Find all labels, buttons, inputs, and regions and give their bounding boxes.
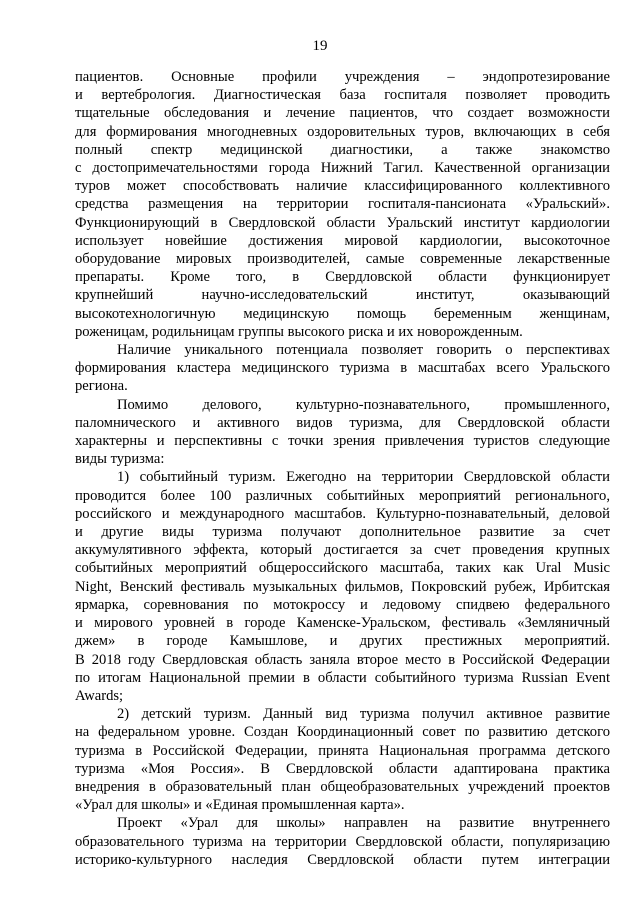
text-line: тщательные обследования и лечение пациентов, что создает возможности: [75, 105, 610, 122]
text-line: и мирового уровней в городе Каменске-Уральском, фестиваль «Земляничный: [75, 615, 610, 632]
text-line: 1) событийный туризм. Ежегодно на территории Свердловской области: [117, 469, 610, 486]
text-line: крупнейший научно-исследовательский институт, оказывающий: [75, 287, 610, 304]
text-line: Функционирующий в Свердловской области Уральский институт кардиологии: [75, 214, 610, 231]
text-line: Проект «Урал для школы» направлен на развитие внутреннего: [117, 815, 610, 832]
text-line: формирования кластера медицинского туризма в масштабах всего Уральского: [75, 360, 610, 377]
text-line: образовательного туризма на территории Свердловской области, популяризацию: [75, 833, 610, 850]
text-line: виды туризма:: [75, 451, 165, 468]
text-line: ярмарка, соревнования по мотокроссу и ледовому спидвею федерального: [75, 596, 610, 613]
page-number: 19: [312, 38, 328, 54]
paragraph-1: [75, 68, 610, 341]
paragraph-2: [75, 341, 610, 396]
text-line: и вертебрология. Диагностическая база госпиталя позволяет проводить: [75, 87, 610, 104]
text-line: 2) детский туризм. Данный вид туризма получил активное развитие: [117, 706, 610, 723]
text-line: средства размещения на территории госпиталя-пансионата «Уральский».: [75, 196, 610, 213]
body-text: [75, 68, 610, 869]
text-line: и другие виды туризма получают дополнительное развитие за счет: [75, 524, 610, 541]
text-line: характерны и перспективны с точки зрения привлечения туристов следующие: [75, 433, 610, 450]
paragraph-6: [75, 814, 610, 869]
text-line: пациентов. Основные профили учреждения – эндопротезирование: [75, 69, 610, 85]
text-line: туров может способствовать наличие классифицированного коллективного: [75, 178, 610, 195]
text-line: по итогам Национальной премии в области событийного туризма Russian Event: [75, 669, 610, 686]
text-line: для формирования многодневных оздоровительных туров, включающих в себя: [75, 123, 610, 140]
text-line: историко-культурного наследия Свердловской области путем интеграции: [75, 851, 610, 868]
paragraph-3: [75, 396, 610, 469]
text-line: региона.: [75, 378, 128, 395]
text-line: на федеральном уровне. Создан Координационный совет по развитию детского: [75, 724, 610, 741]
text-line: джем» в городе Камышлове, и других престижных мероприятий.: [75, 633, 610, 650]
text-line: Night, Венский фестиваль музыкальных фильмов, Покровский рубеж, Ирбитская: [75, 578, 610, 595]
text-line: проводится более 100 различных событийных мероприятий регионального,: [75, 487, 610, 504]
text-line: туризма в Российской Федерации, принята Национальная программа детского: [75, 742, 610, 759]
text-line: с достопримечательностями города Нижний Тагил. Качественной организации: [75, 160, 610, 177]
text-line: полный спектр медицинской диагностики, а также знакомство: [75, 141, 610, 158]
text-line: Awards;: [75, 687, 124, 704]
text-line: высокотехнологичную медицинскую помощь беременным женщинам,: [75, 305, 610, 322]
text-line: туризма «Моя Россия». В Свердловской области адаптирована практика: [75, 760, 610, 777]
text-line: аккумулятивного эффекта, который достигается за счет проведения крупных: [75, 542, 610, 559]
text-line: В 2018 году Свердловская область заняла второе место в Российской Федерации: [75, 651, 610, 668]
paragraph-4: [75, 468, 610, 705]
text-line: паломнического и активного видов туризма, для Свердловской области: [75, 414, 610, 431]
paragraph-5: [75, 705, 610, 814]
text-line: препараты. Кроме того, в Свердловской области функционирует: [75, 269, 610, 286]
text-line: роженицам, родильницам группы высокого риска и их новорожденным.: [75, 323, 523, 340]
text-line: внедрения в образовательный план общеобразовательных учреждений проектов: [75, 778, 610, 795]
text-line: российского и международного масштабов. Культурно-познавательный, деловой: [75, 505, 610, 522]
text-line: «Урал для школы» и «Единая промышленная карта».: [75, 797, 405, 814]
text-line: использует новейшие достижения мировой кардиологии, высокоточное: [75, 232, 610, 249]
text-line: оборудование мировых производителей, самые современные лекарственные: [75, 251, 610, 268]
text-line: событийных мероприятий общероссийского масштаба, таких как Ural Music: [75, 560, 610, 577]
text-line: Наличие уникального потенциала позволяет говорить о перспективах: [117, 342, 610, 359]
text-line: Помимо делового, культурно-познавательного, промышленного,: [117, 396, 610, 413]
